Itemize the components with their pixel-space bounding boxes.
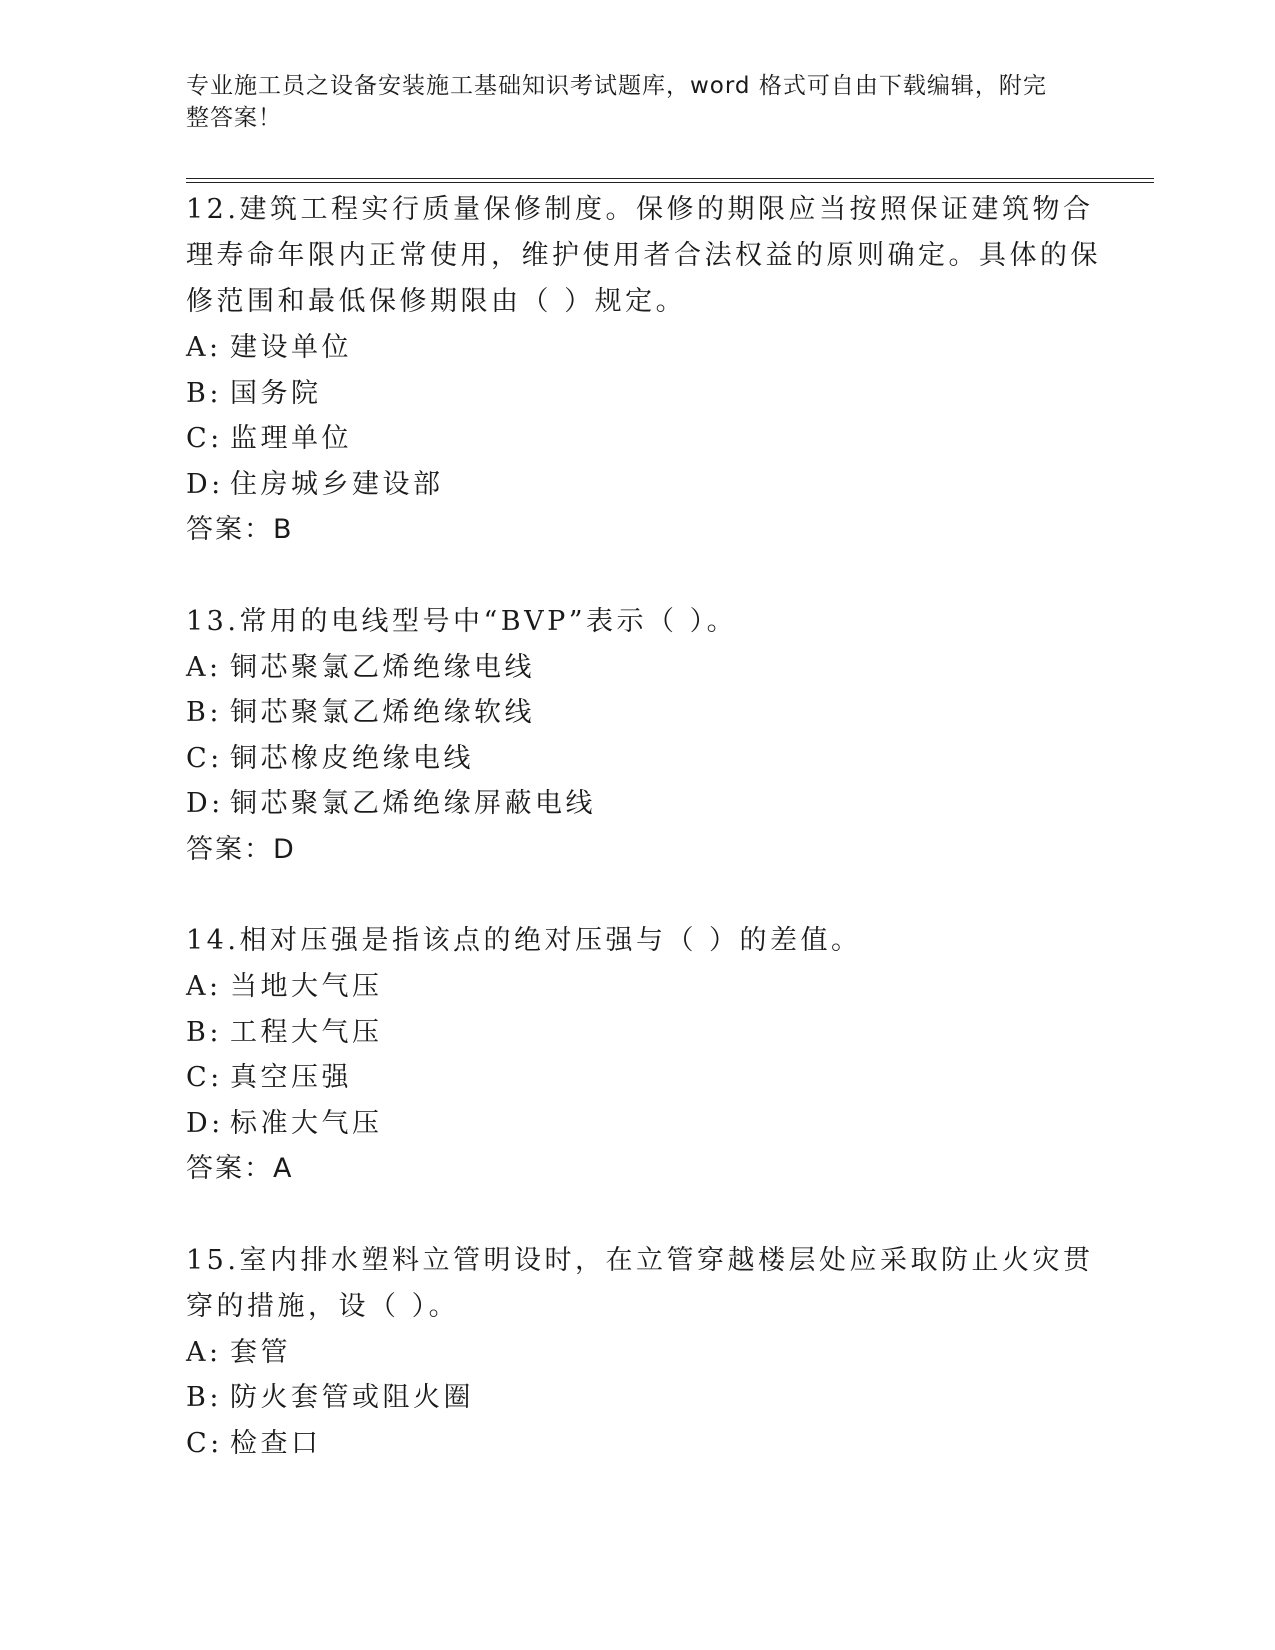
option-key: A:	[186, 971, 222, 1002]
option-text: 监理单位	[230, 423, 352, 454]
option-d	[186, 781, 1106, 827]
option-b	[186, 1375, 1106, 1421]
option-text: 工程大气压	[230, 1016, 383, 1048]
document-header	[186, 70, 1086, 134]
option-text: 套管	[230, 1336, 291, 1368]
option-text: 防火套管或阻火圈	[230, 1382, 474, 1413]
option-key: B:	[186, 377, 222, 409]
option-key: D:	[186, 1107, 224, 1139]
question-text: 13.常用的电线型号中“BVP”表示（ ）。	[186, 605, 738, 637]
option-key: C:	[186, 742, 223, 774]
option-c	[186, 1421, 1106, 1467]
option-text: 建设单位	[230, 332, 352, 363]
option-key: B:	[186, 1382, 222, 1413]
option-d	[186, 1101, 1106, 1147]
header-divider-top	[186, 178, 1154, 179]
option-key: A:	[186, 332, 222, 363]
option-b	[186, 690, 1106, 736]
option-c	[186, 1055, 1106, 1101]
option-text: 标准大气压	[230, 1107, 383, 1139]
option-a	[186, 325, 1106, 371]
question-15	[186, 1238, 1106, 1467]
option-key: B:	[186, 697, 222, 728]
option-b	[186, 1010, 1106, 1056]
question-14	[186, 918, 1106, 1192]
option-key: C:	[186, 423, 223, 454]
option-key: D:	[186, 468, 224, 500]
option-c	[186, 416, 1106, 462]
header-divider-bottom	[186, 182, 1154, 183]
question-text: 12.建筑工程实行质量保修制度。保修的期限应当按照保证建筑物合理寿命年限内正常使用，维护使用者合法权益的原则确定。具体的保修范围和最低保修期限由（ ）规定。	[186, 194, 1101, 317]
option-d	[186, 462, 1106, 508]
option-a	[186, 964, 1106, 1010]
option-key: C:	[186, 1062, 223, 1093]
option-a	[186, 645, 1106, 691]
option-text: 铜芯聚氯乙烯绝缘电线	[230, 651, 535, 683]
option-text: 检查口	[230, 1427, 322, 1459]
answer: 答案：D	[186, 833, 296, 865]
option-b	[186, 371, 1106, 417]
option-text: 铜芯聚氯乙烯绝缘软线	[230, 697, 535, 728]
option-text: 真空压强	[230, 1062, 352, 1093]
option-key: C:	[186, 1427, 223, 1459]
answer: 答案：A	[186, 1153, 294, 1184]
answer: 答案：B	[186, 514, 294, 545]
option-text: 当地大气压	[230, 971, 383, 1002]
header-line-2: 整答案！	[186, 105, 282, 131]
option-key: D:	[186, 788, 224, 819]
option-text: 铜芯聚氯乙烯绝缘屏蔽电线	[230, 788, 596, 819]
question-text: 15.室内排水塑料立管明设时，在立管穿越楼层处应采取防止火灾贯穿的措施，设（ ）。	[186, 1244, 1094, 1322]
option-text: 铜芯橡皮绝缘电线	[230, 742, 474, 774]
option-c	[186, 736, 1106, 782]
option-text: 国务院	[230, 377, 322, 409]
question-text: 14.相对压强是指该点的绝对压强与（ ）的差值。	[186, 925, 862, 956]
question-13	[186, 599, 1106, 873]
option-text: 住房城乡建设部	[230, 468, 444, 500]
option-key: B:	[186, 1016, 222, 1048]
question-list	[186, 187, 1106, 1512]
option-a	[186, 1330, 1106, 1376]
option-key: A:	[186, 651, 222, 683]
question-12	[186, 187, 1106, 553]
option-key: A:	[186, 1336, 222, 1368]
header-line-1: 专业施工员之设备安装施工基础知识考试题库，word 格式可自由下载编辑，附完	[186, 73, 1047, 99]
